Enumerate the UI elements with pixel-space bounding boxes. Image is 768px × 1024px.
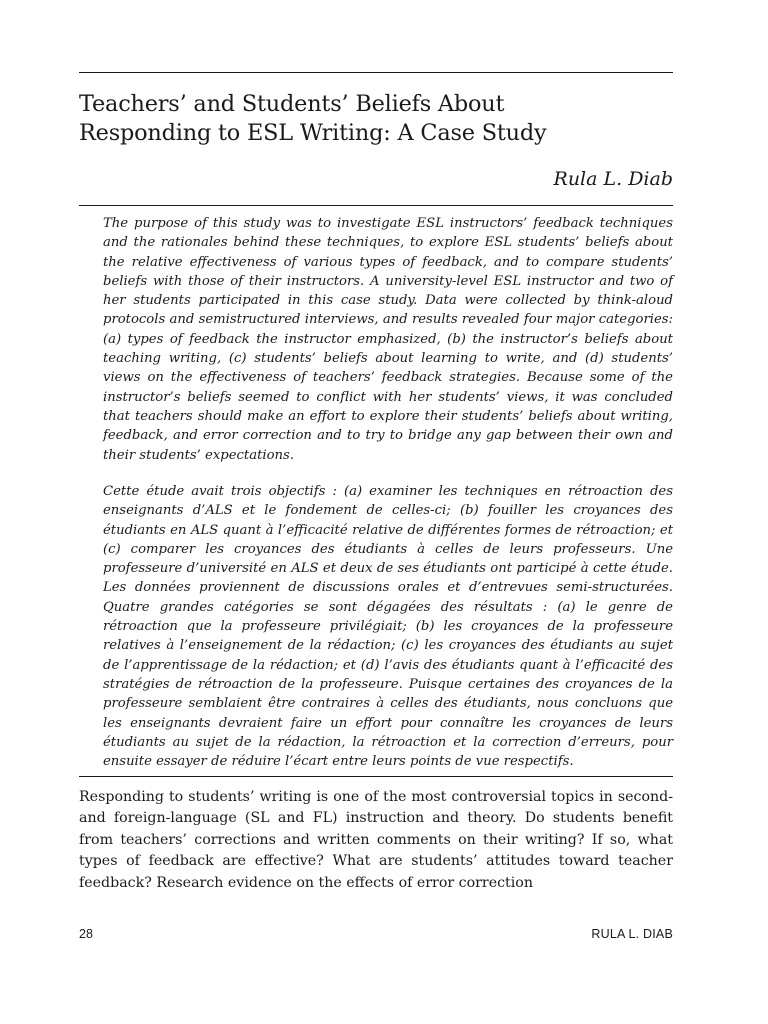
abstract-french: Cette étude avait trois objectifs : (a) examiner les techniques en rétroaction des enseignants d’ALS et le fondement de celles-ci; (b) fouiller les croyances des étudiants en ALS quant à l’efficacité relative de différentes formes de rétroaction; et (c) comparer les croyances des étudiants à celles de leurs professeurs. Une professeure d’université en ALS et deux de ses étudiants ont participé à cette étude. Les données proviennent de discussions orales et d’entrevues semi-structurées. Quatre grandes catégories se sont dégagées des résultats : (a) le genre de rétroaction que la professeure privilégiait; (b) les croyances de la professeure relatives à l’enseignement de la rédaction; (c) les croyances des étudiants au sujet de l’apprentissage de la rédaction; et (d) l’avis des étudiants quant à l’efficacité des stratégies de rétroaction de la professeure. Puisque certaines des croyances de la professeure semblaient être contraires à celles des étudiants, nous concluons que les enseignants devraient faire un effort pour connaître les croyances de leurs étudiants au sujet de la rédaction, la rétroaction et la correction d’erreurs, pour ensuite essayer de réduire l’écart entre leurs points de vue respectifs.	[103, 484, 673, 770]
abstract-english: The purpose of this study was to investigate ESL instructors’ feedback techniques and the rationales behind these techniques, to explore ESL students’ beliefs about the relative effectiveness of various types of feedback, and to compare students’ beliefs with those of their instructors. A university-level ESL instructor and two of her students participated in this case study. Data were collected by think-aloud protocols and semistructured interviews, and results revealed four major categories: (a) types of feedback the instructor emphasized, (b) the instructor’s beliefs about teaching writing, (c) students’ beliefs about learning to write, and (d) students’ views on the effectiveness of teachers’ feedback strategies. Because some of the instructor’s beliefs seemed to conflict with her students’ views, it was concluded that teachers should make an effort to explore their students’ beliefs about writing, feedback, and error correction and to try to bridge any gap between their own and their students’ expectations.	[103, 216, 673, 463]
body-paragraph: Responding to students’ writing is one of the most controversial topics in second- and foreign-language (SL and FL) instruction and theory. Do students benefit from teachers’ corrections and written comments on their writing? If so, what types of feedback are effective? What are students’ attitudes toward teacher feedback? Research evidence on the effects of error correction	[79, 789, 673, 891]
title-line-1: Teachers’ and Students’ Beliefs About	[79, 91, 505, 117]
title-line-2: Responding to ESL Writing: A Case Study	[79, 120, 547, 146]
article-title	[79, 90, 673, 148]
top-rule	[79, 72, 673, 73]
abstract-top-rule	[79, 205, 673, 206]
journal-page	[79, 0, 673, 1024]
author-name: Rula L. Diab	[553, 168, 673, 190]
page-number: 28	[79, 927, 93, 941]
running-head: RULA L. DIAB	[591, 927, 673, 941]
abstract-bottom-rule	[79, 776, 673, 777]
